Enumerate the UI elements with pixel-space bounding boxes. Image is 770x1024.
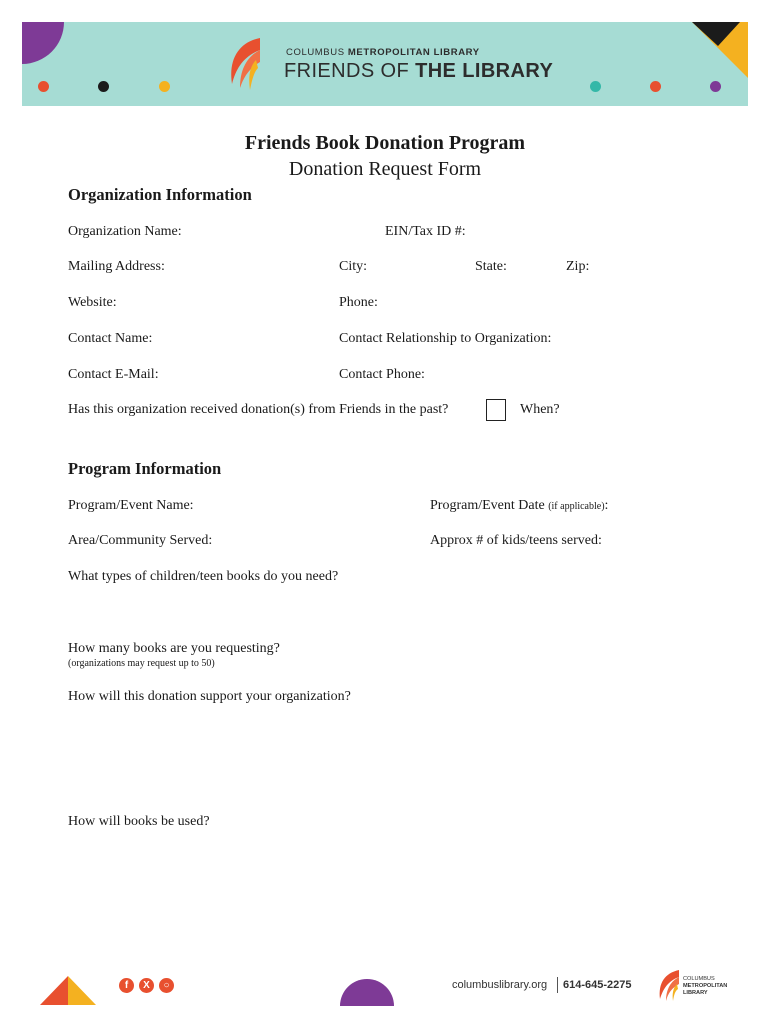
- footer-logo-line-1: COLUMBUS: [683, 976, 715, 982]
- teal-dot: [590, 81, 601, 92]
- orange-dot: [38, 81, 49, 92]
- organization-heading: Organization Information: [68, 185, 252, 204]
- past-donation-question: Has this organization received donation(s) from Friends in the past?: [68, 402, 449, 417]
- book-types-field[interactable]: What types of children/teen books do you need?: [68, 569, 339, 584]
- contact-phone-field[interactable]: Contact Phone:: [339, 367, 425, 382]
- phone-field[interactable]: Phone:: [339, 295, 378, 310]
- event-name-field[interactable]: Program/Event Name:: [68, 498, 194, 513]
- footer-phone: 614-645-2275: [563, 979, 632, 991]
- books-requested-note: (organizations may request up to 50): [68, 658, 215, 669]
- contact-relationship-field[interactable]: Contact Relationship to Organization:: [339, 331, 552, 346]
- contact-name-field[interactable]: Contact Name:: [68, 331, 153, 346]
- org-name-field[interactable]: Organization Name:: [68, 224, 182, 239]
- footer-logo-line-2: METROPOLITAN: [683, 983, 728, 989]
- black-dot: [98, 81, 109, 92]
- event-date-field[interactable]: [430, 498, 608, 514]
- page-subtitle: Donation Request Form: [288, 158, 482, 180]
- zip-field[interactable]: Zip:: [566, 259, 590, 274]
- when-field[interactable]: When?: [520, 402, 560, 417]
- logo-main-text: FRIENDS OF THE LIBRARY: [284, 60, 554, 82]
- purple-arc-decoration: [22, 22, 66, 66]
- program-heading: Program Information: [68, 459, 222, 478]
- area-served-field[interactable]: Area/Community Served:: [68, 533, 213, 548]
- contact-email-field[interactable]: Contact E-Mail:: [68, 367, 159, 382]
- orange-dot: [650, 81, 661, 92]
- website-field[interactable]: Website:: [68, 295, 117, 310]
- footer-library-logo-icon: [656, 968, 682, 1002]
- corner-triangles-decoration: [688, 22, 748, 82]
- page-title: Friends Book Donation Program: [244, 132, 526, 154]
- approx-kids-field[interactable]: Approx # of kids/teens served:: [430, 533, 602, 548]
- state-field[interactable]: State:: [475, 259, 507, 274]
- header-banner: [22, 22, 748, 106]
- donation-support-field[interactable]: How will this donation support your organization?: [68, 689, 351, 704]
- library-logo-icon: [226, 36, 264, 92]
- footer-triangles-decoration: [40, 974, 98, 1006]
- event-date-label: Program/Event Date: [430, 498, 545, 513]
- purple-dot: [710, 81, 721, 92]
- event-date-colon: :: [604, 498, 609, 513]
- footer-logo-line-3: LIBRARY: [683, 990, 708, 996]
- past-donation-checkbox[interactable]: [486, 399, 506, 421]
- footer-website-link[interactable]: columbuslibrary.org: [452, 979, 548, 991]
- ein-field[interactable]: EIN/Tax ID #:: [385, 224, 466, 239]
- event-date-note: (if applicable): [548, 501, 605, 512]
- instagram-icon[interactable]: ○: [159, 978, 174, 993]
- yellow-dot: [159, 81, 170, 92]
- purple-semicircle-decoration: [339, 976, 395, 1006]
- city-field[interactable]: City:: [339, 259, 368, 274]
- mailing-address-field[interactable]: Mailing Address:: [68, 259, 165, 274]
- logo-top-text: COLUMBUS METROPOLITAN LIBRARY: [286, 47, 480, 58]
- books-requested-field[interactable]: How many books are you requesting?: [68, 641, 280, 656]
- x-icon[interactable]: X: [139, 978, 154, 993]
- footer-divider: [557, 977, 558, 993]
- books-usage-field[interactable]: How will books be used?: [68, 814, 210, 829]
- facebook-icon[interactable]: f: [119, 978, 134, 993]
